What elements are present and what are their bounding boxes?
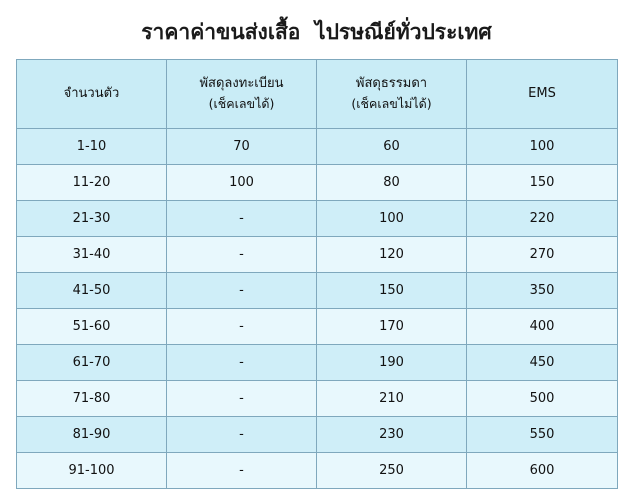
cell-quantity: 61-70 [17, 345, 167, 381]
column-header-ordinary-parcel-label: พัสดุธรรมดา [355, 76, 428, 92]
cell-ems: 350 [467, 273, 618, 309]
cell-registered: 70 [167, 129, 317, 165]
cell-registered: - [167, 453, 317, 489]
cell-ordinary: 60 [317, 129, 467, 165]
cell-quantity: 21-30 [17, 201, 167, 237]
cell-ems: 150 [467, 165, 618, 201]
cell-quantity: 1-10 [17, 129, 167, 165]
table-row [17, 345, 618, 381]
cell-ems: 400 [467, 309, 618, 345]
column-header-ems [467, 60, 618, 129]
cell-registered: - [167, 201, 317, 237]
column-header-ordinary-parcel [317, 60, 467, 129]
cell-registered: - [167, 417, 317, 453]
table-row [17, 201, 618, 237]
column-header-quantity [17, 60, 167, 129]
cell-ordinary: 210 [317, 381, 467, 417]
cell-ordinary: 250 [317, 453, 467, 489]
column-header-registered-parcel-sublabel: (เช็คเลขได้) [208, 96, 275, 112]
cell-ems: 500 [467, 381, 618, 417]
cell-quantity: 31-40 [17, 237, 167, 273]
cell-registered: - [167, 237, 317, 273]
cell-quantity: 81-90 [17, 417, 167, 453]
column-header-ordinary-parcel-sublabel: (เช็คเลขไม่ได้) [351, 96, 432, 112]
table-row [17, 417, 618, 453]
table-row [17, 273, 618, 309]
cell-ems: 270 [467, 237, 618, 273]
cell-quantity: 71-80 [17, 381, 167, 417]
cell-ems: 100 [467, 129, 618, 165]
cell-ordinary: 80 [317, 165, 467, 201]
cell-quantity: 11-20 [17, 165, 167, 201]
shipping-rate-table [16, 59, 618, 489]
column-header-registered-parcel-label: พัสดุลงทะเบียน [199, 76, 284, 92]
table-row [17, 309, 618, 345]
table-body [17, 129, 618, 489]
cell-ordinary: 190 [317, 345, 467, 381]
cell-ems: 450 [467, 345, 618, 381]
table-row [17, 453, 618, 489]
cell-ordinary: 120 [317, 237, 467, 273]
table-row [17, 129, 618, 165]
page-title: ราคาค่าขนส่งเสื้อ ไปรษณีย์ทั่วประเทศ [141, 20, 492, 44]
cell-ordinary: 230 [317, 417, 467, 453]
cell-ordinary: 150 [317, 273, 467, 309]
table-container [16, 59, 617, 489]
cell-ordinary: 170 [317, 309, 467, 345]
header-row [17, 60, 618, 129]
table-header [17, 60, 618, 129]
cell-quantity: 41-50 [17, 273, 167, 309]
column-header-quantity-label: จำนวนตัว [63, 85, 120, 101]
cell-ems: 550 [467, 417, 618, 453]
cell-registered: - [167, 345, 317, 381]
table-row [17, 381, 618, 417]
cell-registered: - [167, 381, 317, 417]
column-header-registered-parcel [167, 60, 317, 129]
cell-registered: - [167, 309, 317, 345]
table-row [17, 237, 618, 273]
cell-ems: 220 [467, 201, 618, 237]
cell-registered: - [167, 273, 317, 309]
cell-ordinary: 100 [317, 201, 467, 237]
column-header-ems-label: EMS [528, 85, 556, 101]
cell-quantity: 91-100 [17, 453, 167, 489]
cell-quantity: 51-60 [17, 309, 167, 345]
table-row [17, 165, 618, 201]
cell-registered: 100 [167, 165, 317, 201]
cell-ems: 600 [467, 453, 618, 489]
